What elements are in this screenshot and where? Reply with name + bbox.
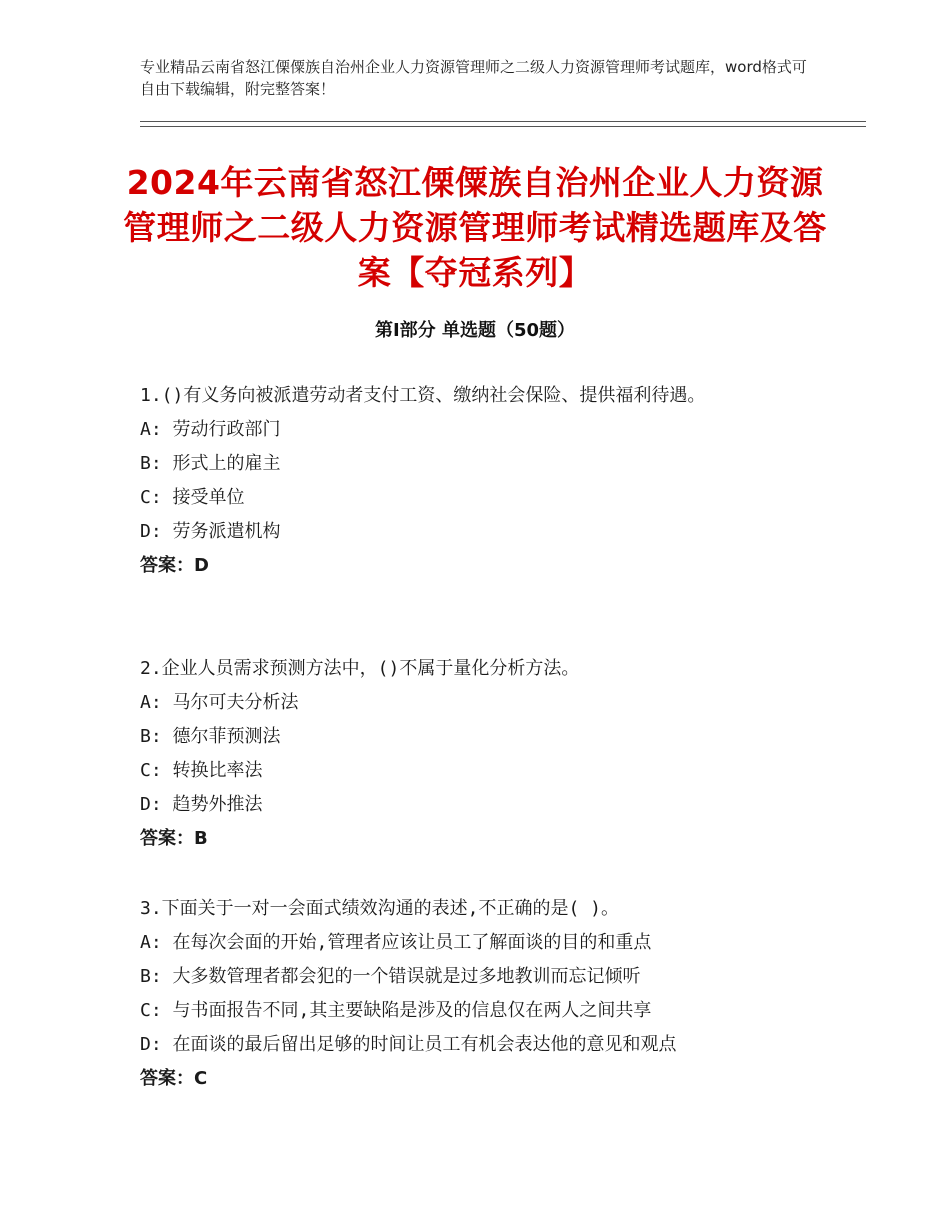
- question-3: [140, 892, 840, 1096]
- header-note: 专业精品云南省怒江傈僳族自治州企业人力资源管理师之二级人力资源管理师考试题库，word格式可自由下载编辑，附完整答案！: [140, 58, 807, 98]
- option-b: B: 大多数管理者都会犯的一个错误就是过多地教训而忘记倾听: [140, 966, 641, 987]
- option-b: B: 形式上的雇主: [140, 453, 281, 474]
- question-1: [140, 379, 800, 583]
- option-a: A: 马尔可夫分析法: [140, 692, 299, 713]
- question-2: [140, 652, 800, 856]
- answer-label: 答案：B: [140, 828, 208, 849]
- answer-label: 答案：C: [140, 1068, 208, 1089]
- header-divider-top: [140, 121, 866, 122]
- answer-label: 答案：D: [140, 555, 209, 576]
- question-stem: 3.下面关于一对一会面式绩效沟通的表述,不正确的是( )。: [140, 898, 620, 919]
- option-d: D: 趋势外推法: [140, 794, 263, 815]
- question-stem: 1.()有义务向被派遣劳动者支付工资、缴纳社会保险、提供福利待遇。: [140, 385, 706, 406]
- option-a: A: 在每次会面的开始,管理者应该让员工了解面谈的目的和重点: [140, 932, 652, 953]
- option-a: A: 劳动行政部门: [140, 419, 281, 440]
- section-heading: 第Ⅰ部分 单选题（50题）: [374, 320, 575, 341]
- option-c: C: 接受单位: [140, 487, 245, 508]
- option-d: D: 在面谈的最后留出足够的时间让员工有机会表达他的意见和观点: [140, 1034, 677, 1055]
- header-divider-bottom: [140, 126, 866, 127]
- option-c: C: 转换比率法: [140, 760, 263, 781]
- document-title: 2024年云南省怒江傈僳族自治州企业人力资源管理师之二级人力资源管理师考试精选题库及答案【夺冠系列】: [123, 163, 827, 292]
- option-c: C: 与书面报告不同,其主要缺陷是涉及的信息仅在两人之间共享: [140, 1000, 652, 1021]
- option-d: D: 劳务派遣机构: [140, 521, 281, 542]
- option-b: B: 德尔菲预测法: [140, 726, 281, 747]
- question-stem: 2.企业人员需求预测方法中，()不属于量化分析方法。: [140, 658, 580, 679]
